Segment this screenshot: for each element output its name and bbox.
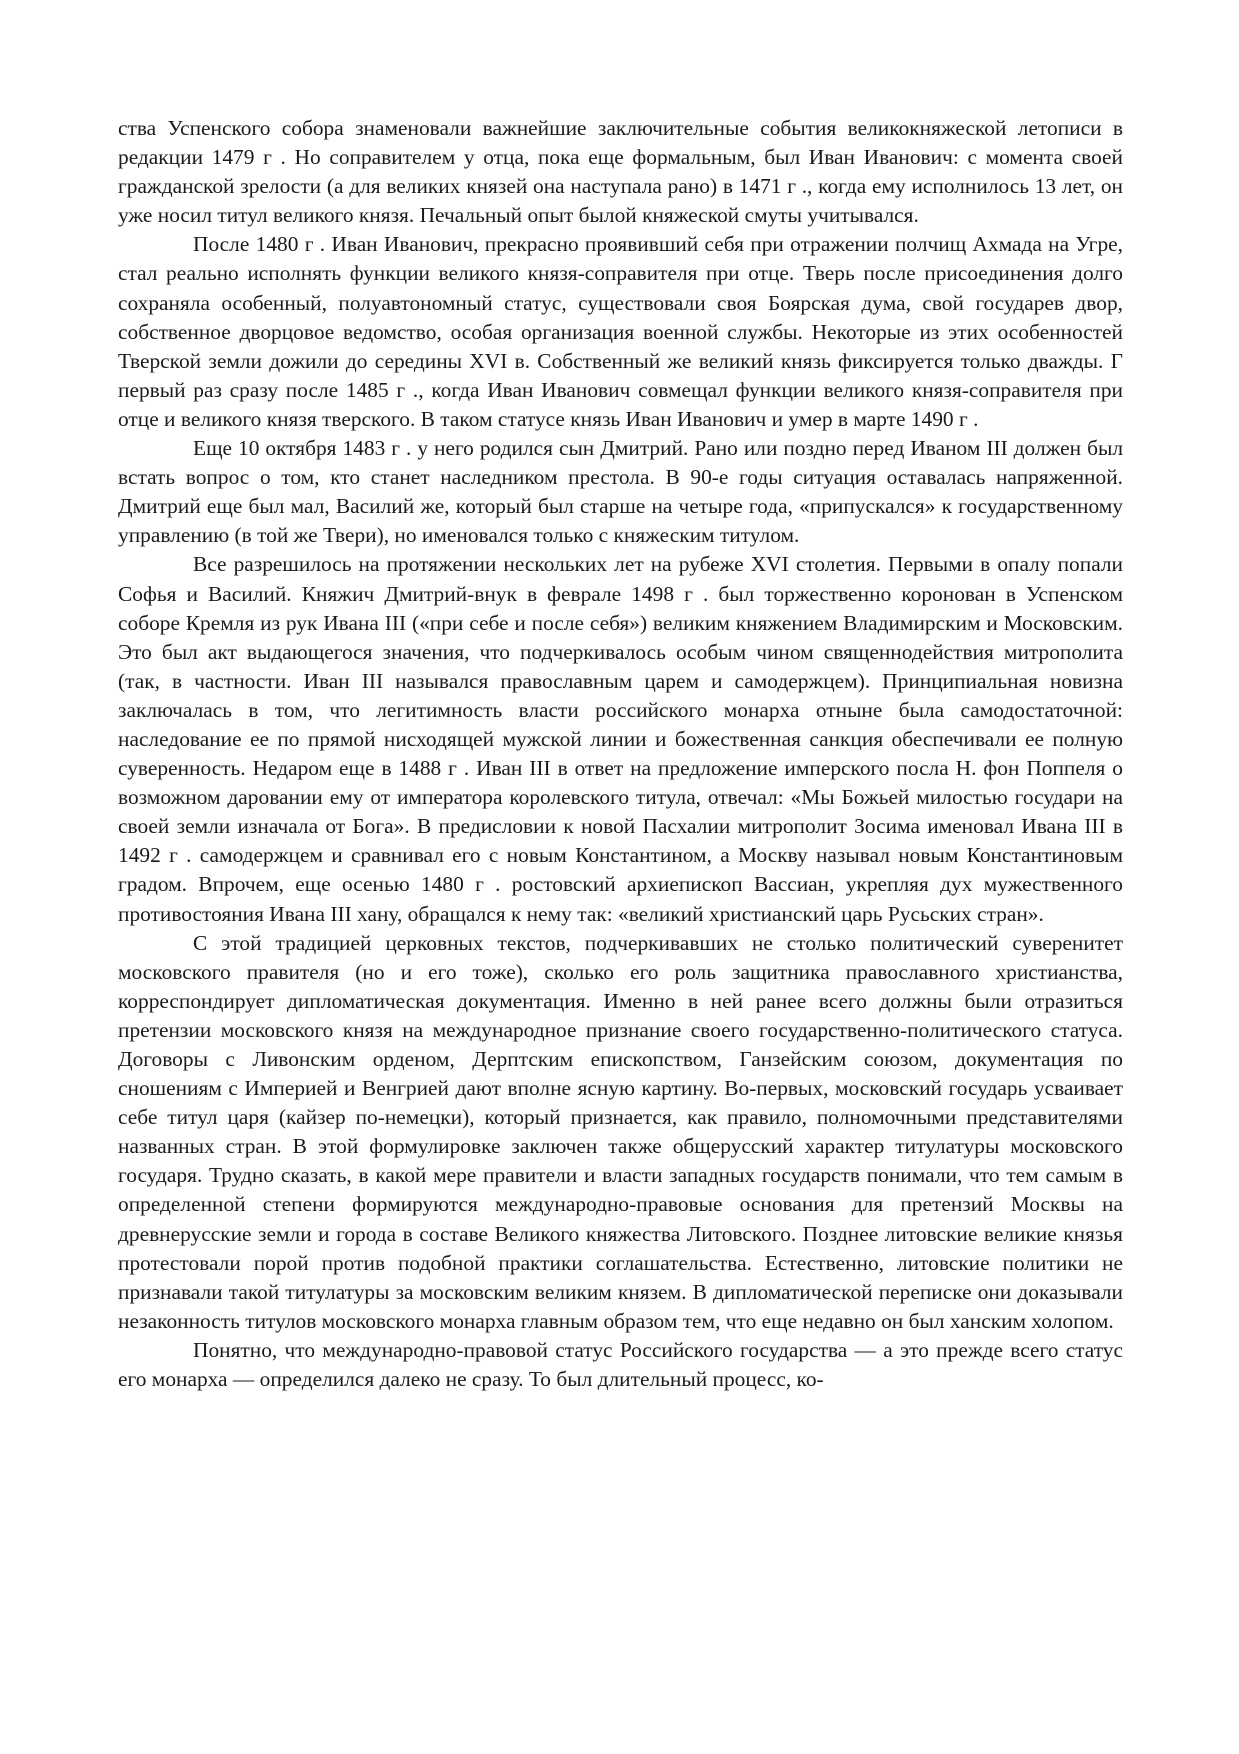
- paragraph-1: ства Успенского собора знаменовали важнейшие заключительные события великокняжеской летописи в редакции 1479 г . Но соправителем у отца, пока еще формальным, был Иван Иванович: с момента своей гражданской зрелости (а для великих князей она наступала рано) в 1471 г ., когда ему исполнилось 13 лет, он уже носил титул великого князя. Печальный опыт былой княжеской смуты учитывался.: [118, 116, 1123, 228]
- paragraph-2: После 1480 г . Иван Иванович, прекрасно проявивший себя при отражении полчищ Ахмада на Угре, стал реально исполнять функции великого князя-соправителя при отце. Тверь после присоединения долго сохраняла особенный, полуавтономный статус, существовали своя Боярская дума, свой государев двор, собственное дворцовое ведомство, особая организация военной службы. Некоторые из этих особенностей Тверской земли дожили до середины XVI в. Собственный же великий князь фиксируется только дважды. Г первый раз сразу после 1485 г ., когда Иван Иванович совмещал функции великого князя-соправителя при отце и великого князя тверского. В таком статусе князь Иван Иванович и умер в марте 1490 г .: [118, 232, 1123, 431]
- paragraph-4: Все разрешилось на протяжении нескольких лет на рубеже XVI столетия. Первыми в опалу попали Софья и Василий. Княжич Дмитрий-внук в феврале 1498 г . был торжественно коронован в Успенском соборе Кремля из рук Ивана III («при себе и после себя») великим княжением Владимирским и Московским. Это был акт выдающегося значения, что подчеркивалось особым чином священнодействия митрополита (так, в частности. Иван III назывался православным царем и самодержцем). Принципиальная новизна заключалась в том, что легитимность власти российского монарха отныне была самодостаточной: наследование ее по прямой нисходящей мужской линии и божественная санкция обеспечивали ее полную суверенность. Недаром еще в 1488 г . Иван III в ответ на предложение имперского посла Н. фон Поппеля о возможном даровании ему от императора королевского титула, отвечал: «Мы Божьей милостью государи на своей земли изначала от Бога». В предисловии к новой Пасхалии митрополит Зосима именовал Ивана III в 1492 г . самодержцем и сравнивал его с новым Константином, а Москву называл новым Константиновым градом. Впрочем, еще осенью 1480 г . ростовский архиепископ Вассиан, укрепляя дух мужественного противостояния Ивана III хану, обращался к нему так: «великий христианский царь Русьских стран».: [118, 552, 1123, 926]
- paragraph-6: Понятно, что международно-правовой статус Российского государства — а это прежде всего статус его монарха — определился далеко не сразу. То был длительный процесс, ко-: [118, 1337, 1123, 1392]
- paragraph-5: С этой традицией церковных текстов, подчеркивавших не столько политический суверенитет московского правителя (но и его тоже), сколько его роль защитника православного христианства, корреспондирует дипломатическая документация. Именно в ней ранее всего должны были отразиться претензии московского князя на международное признание своего государственно-политического статуса. Договоры с Ливонским орденом, Дерптским епископством, Ганзейским союзом, документация по сношениям с Империей и Венгрией дают вполне ясную картину. Во-первых, московский государь усваивает себе титул царя (кайзер по-немецки), который признается, как правило, полномочными представителями названных стран. В этой формулировке заключен также общерусский характер титулатуры московского государя. Трудно сказать, в какой мере правители и власти западных государств понимали, что тем самым в определенной степени формируются международно-правовые основания для претензий Москвы на древнерусские земли и города в составе Великого княжества Литовского. Позднее литовские великие князья протестовали порой против подобной практики соглашательства. Естественно, литовские политики не признавали такой титулатуры за московским великим князем. В дипломатической переписке они доказывали незаконность титулов московского монарха главным образом тем, что еще недавно он был ханским холопом.: [118, 930, 1123, 1333]
- document-page: [118, 114, 1123, 1394]
- paragraph-3: Еще 10 октября 1483 г . у него родился сын Дмитрий. Рано или поздно перед Иваном III должен был встать вопрос о том, кто станет наследником престола. В 90-е годы ситуация оставалась напряженной. Дмитрий еще был мал, Василий же, который был старше на четыре года, «припускался» к государственному управлению (в той же Твери), но именовался только с княжеским титулом.: [118, 436, 1123, 548]
